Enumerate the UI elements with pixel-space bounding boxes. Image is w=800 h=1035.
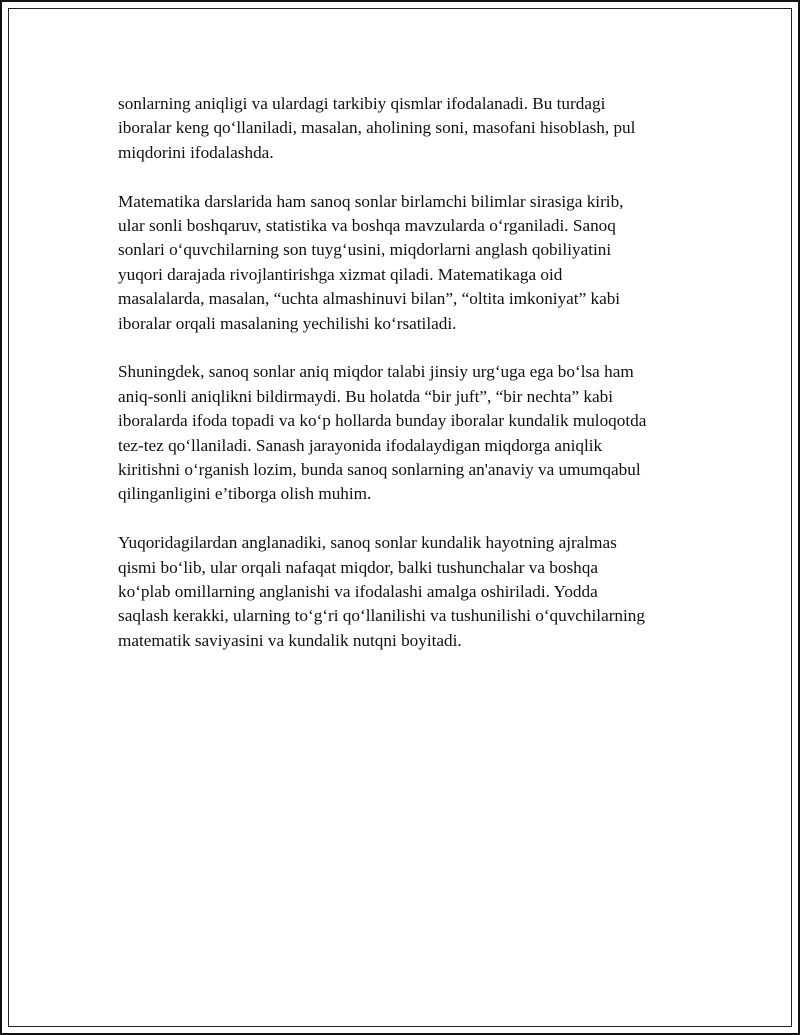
paragraph-3 xyxy=(118,360,698,506)
text-line: yuqori darajada rivojlantirishga xizmat qiladi. Matematikaga oid xyxy=(118,264,563,284)
text-line: ko‘plab omillarning anglanishi va ifodalashi amalga oshiriladi. Yodda xyxy=(118,582,598,602)
text-line: tez-tez qo‘llaniladi. Sanash jarayonida ifodalaydigan miqdorga aniqlik xyxy=(118,435,603,455)
text-line: kiritishni o‘rganish lozim, bunda sanoq sonlarning an'anaviy va umumqabul xyxy=(118,460,641,480)
document-body xyxy=(118,92,698,678)
text-line: Matematika darslarida ham sanoq sonlar birlamchi bilimlar sirasiga kirib, xyxy=(118,191,624,211)
text-line: sonlari o‘quvchilarning son tuyg‘usini, miqdorlarni anglash qobiliyatini xyxy=(118,240,612,260)
text-line: iboralar keng qo‘llaniladi, masalan, aholining soni, masofani hisoblash, pul xyxy=(118,118,636,138)
text-line: iboralar orqali masalaning yechilishi ko‘rsatiladi. xyxy=(118,313,457,333)
paragraph-4 xyxy=(118,531,698,653)
paragraph-2 xyxy=(118,190,698,336)
text-line: ular sonli boshqaruv, statistika va boshqa mavzularda o‘rganiladi. Sanoq xyxy=(118,216,616,236)
text-line: aniq-sonli aniqlikni bildirmaydi. Bu holatda “bir juft”, “bir nechta” kabi xyxy=(118,386,613,406)
text-line: saqlash kerakki, ularning to‘g‘ri qo‘llanilishi va tushunilishi o‘quvchilarning xyxy=(118,606,645,626)
text-line: qismi bo‘lib, ular orqali nafaqat miqdor, balki tushunchalar va boshqa xyxy=(118,557,598,577)
text-line: sonlarning aniqligi va ulardagi tarkibiy qismlar ifodalanadi. Bu turdagi xyxy=(118,94,606,113)
paragraph-1 xyxy=(118,92,698,165)
text-line: miqdorini ifodalashda. xyxy=(118,142,274,162)
text-line: matematik saviyasini va kundalik nutqni boyitadi. xyxy=(118,630,462,650)
text-line: iboralarda ifoda topadi va ko‘p hollarda bunday iboralar kundalik muloqotda xyxy=(118,411,647,431)
text-line: Shuningdek, sanoq sonlar aniq miqdor talabi jinsiy urg‘uga ega bo‘lsa ham xyxy=(118,362,634,382)
text-line: qilinganligini e’tiborga olish muhim. xyxy=(118,484,372,504)
text-line: masalalarda, masalan, “uchta almashinuvi bilan”, “oltita imkoniyat” kabi xyxy=(118,289,621,309)
text-line: Yuqoridagilardan anglanadiki, sanoq sonlar kundalik hayotning ajralmas xyxy=(118,533,617,553)
